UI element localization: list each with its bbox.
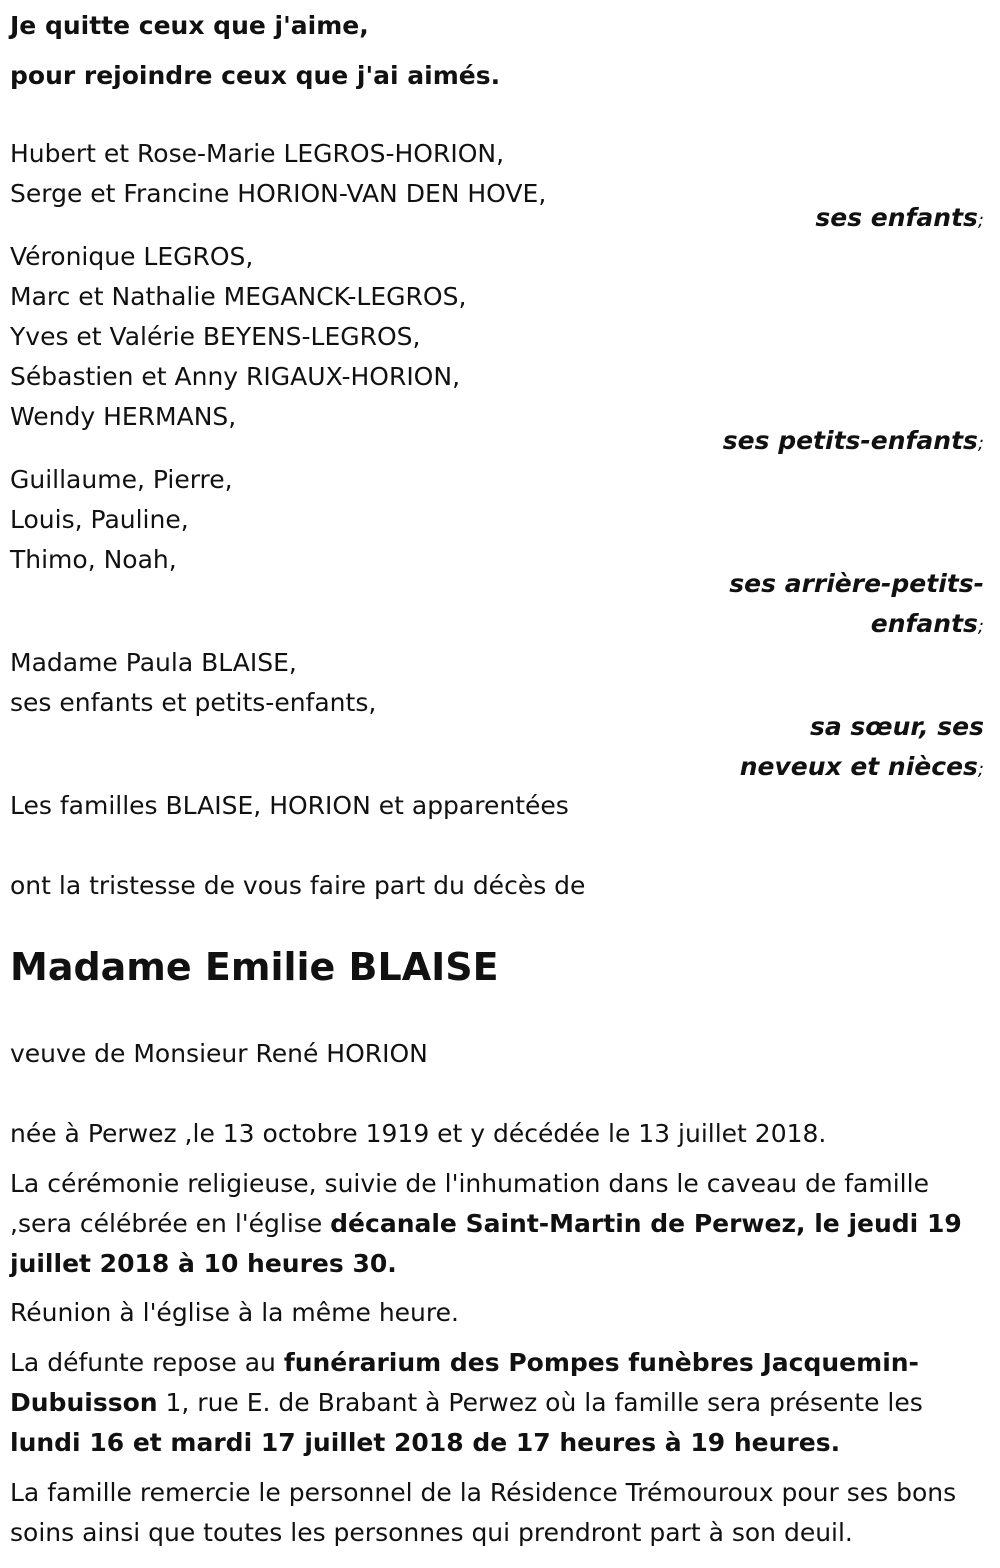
children-name-1: Hubert et Rose-Marie LEGROS-HORION,: [10, 139, 505, 168]
grandchild-name-2: Marc et Nathalie MEGANCK-LEGROS,: [10, 282, 467, 311]
meeting-line: Réunion à l'église à la même heure.: [10, 1298, 459, 1327]
grandchild-name-3: Yves et Valérie BEYENS-LEGROS,: [10, 322, 421, 351]
great-grandchild-name-3: Thimo, Noah,: [10, 545, 177, 574]
grandchildren-label: ses petits-enfants;: [722, 426, 984, 455]
repose-paragraph: La défunte repose au funérarium des Pompes funèbres Jacquemin-Dubuisson 1, rue E. de Brabant à Perwez où la famille sera présente les lundi 16 et mardi 17 juillet 2018 de 17 heures à 19 heures.: [10, 1348, 923, 1457]
grandchild-name-5: Wendy HERMANS,: [10, 402, 237, 431]
grandchild-name-1: Véronique LEGROS,: [10, 242, 254, 271]
thanks-paragraph: La famille remercie le personnel de la Résidence Trémouroux pour ses bons soins ainsi que toutes les personnes qui prendront part à son deuil.: [10, 1478, 957, 1547]
announcement-line: ont la tristesse de vous faire part du décès de: [10, 871, 586, 900]
families-line: Les familles BLAISE, HORION et apparentées: [10, 791, 569, 820]
widow-of-line: veuve de Monsieur René HORION: [10, 1039, 428, 1068]
epigraph-line-2: pour rejoindre ceux que j'ai aimés.: [10, 61, 501, 90]
sister-name-2: ses enfants et petits-enfants,: [10, 688, 377, 717]
children-label: ses enfants;: [815, 203, 984, 232]
great-grandchild-name-2: Louis, Pauline,: [10, 505, 189, 534]
sister-label-line-1: sa sœur, ses: [809, 712, 984, 741]
great-grandchildren-label-line-1: ses arrière-petits-: [729, 569, 984, 598]
sister-name-1: Madame Paula BLAISE,: [10, 648, 297, 677]
children-name-2: Serge et Francine HORION-VAN DEN HOVE,: [10, 179, 547, 208]
great-grandchild-name-1: Guillaume, Pierre,: [10, 465, 233, 494]
epigraph-line-1: Je quitte ceux que j'aime,: [10, 11, 369, 40]
ceremony-paragraph: La cérémonie religieuse, suivie de l'inhumation dans le caveau de famille ,sera célébrée en l'église décanale Saint-Martin de Perwez, le jeudi 19 juillet 2018 à 10 heures 30.: [10, 1169, 962, 1278]
deceased-name: Madame Emilie BLAISE: [10, 945, 499, 989]
sister-label-line-2: neveux et nièces;: [739, 752, 984, 781]
grandchild-name-4: Sébastien et Anny RIGAUX-HORION,: [10, 362, 461, 391]
great-grandchildren-label-line-2: enfants;: [870, 609, 984, 638]
birth-death-line: née à Perwez ,le 13 octobre 1919 et y décédée le 13 juillet 2018.: [10, 1119, 827, 1148]
